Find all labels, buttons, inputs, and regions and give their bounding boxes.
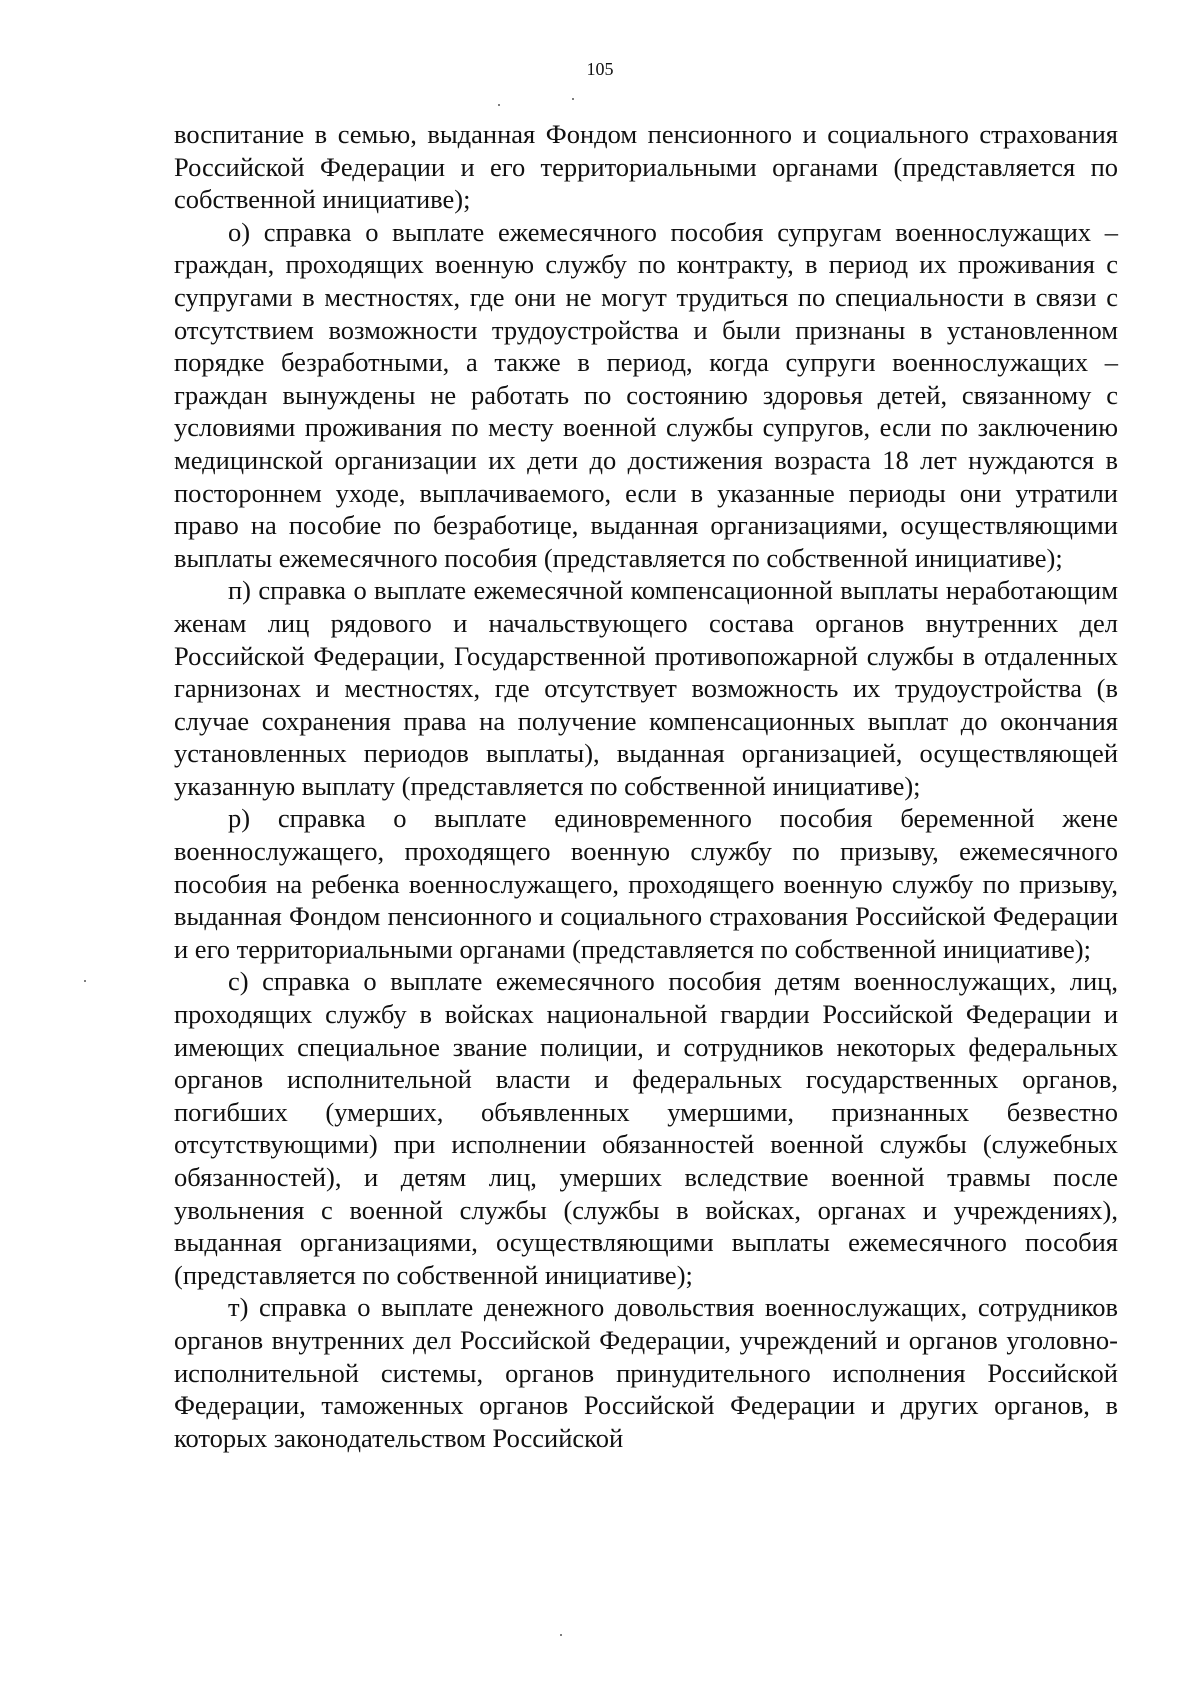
document-body <box>174 118 1118 1454</box>
paragraph-continuation: воспитание в семью, выданная Фондом пенсионного и социального страхования Российской Федерации и его территориальными органами (представляется по собственной инициативе); <box>174 119 1118 215</box>
scan-speck <box>560 1634 562 1636</box>
page-number: 105 <box>586 59 614 79</box>
paragraph-item-o: о) справка о выплате ежемесячного пособия супругам военнослужащих – граждан, проходящих военную службу по контракту, в период их проживания с супругами в местностях, где они не могут трудиться по специальности в связи с отсутствием возможности трудоустройства и были признаны в установленном порядке безработными, а также в период, когда супруги военнослужащих – граждан вынуждены не работать по состоянию здоровья детей, связанному с условиями проживания по месту военной службы супругов, если по заключению медицинской организации их дети до достижения возраста 18 лет нуждаются в постороннем уходе, выплачиваемого, если в указанные периоды они утратили право на пособие по безработице, выданная организациями, осуществляющими выплаты ежемесячного пособия (представляется по собственной инициативе); <box>174 216 1118 573</box>
scan-speck <box>572 98 574 100</box>
paragraph-item-s: с) справка о выплате ежемесячного пособия детям военнослужащих, лиц, проходящих службу в войсках национальной гвардии Российской Федерации и имеющих специальное звание полиции, и сотрудников некоторых федеральных органов исполнительной власти и федеральных государственных органов, погибших (умерших, объявленных умершими, признанных безвестно отсутствующими) при исполнении обязанностей военной службы (служебных обязанностей), и детям лиц, умерших вследствие военной травмы после увольнения с военной службы (службы в войсках, органах и учреждениях), выданная организациями, осуществляющими выплаты ежемесячного пособия (представляется по собственной инициативе); <box>174 966 1118 1290</box>
paragraph-item-p: п) справка о выплате ежемесячной компенсационной выплаты неработающим женам лиц рядового и начальствующего состава органов внутренних дел Российской Федерации, Государственной противопожарной службы в отдаленных гарнизонах и местностях, где отсутствует возможность их трудоустройства (в случае сохранения права на получение компенсационных выплат до окончания установленных периодов выплаты), выданная организацией, осуществляющей указанную выплату (представляется по собственной инициативе); <box>174 575 1118 801</box>
scan-speck <box>84 980 86 982</box>
paragraph-item-r: р) справка о выплате единовременного пособия беременной жене военнослужащего, проходящего военную службу по призыву, ежемесячного пособия на ребенка военнослужащего, проходящего военную службу по призыву, выданная Фондом пенсионного и социального страхования Российской Федерации и его территориальными органами (представляется по собственной инициативе); <box>174 803 1118 964</box>
paragraph-item-t: т) справка о выплате денежного довольствия военнослужащих, сотрудников органов внутренних дел Российской Федерации, учреждений и органов уголовно-исполнительной системы, органов принудительного исполнения Российской Федерации, таможенных органов Российской Федерации и других органов, в которых законодательством Российской <box>174 1292 1118 1453</box>
scan-speck <box>498 104 500 106</box>
